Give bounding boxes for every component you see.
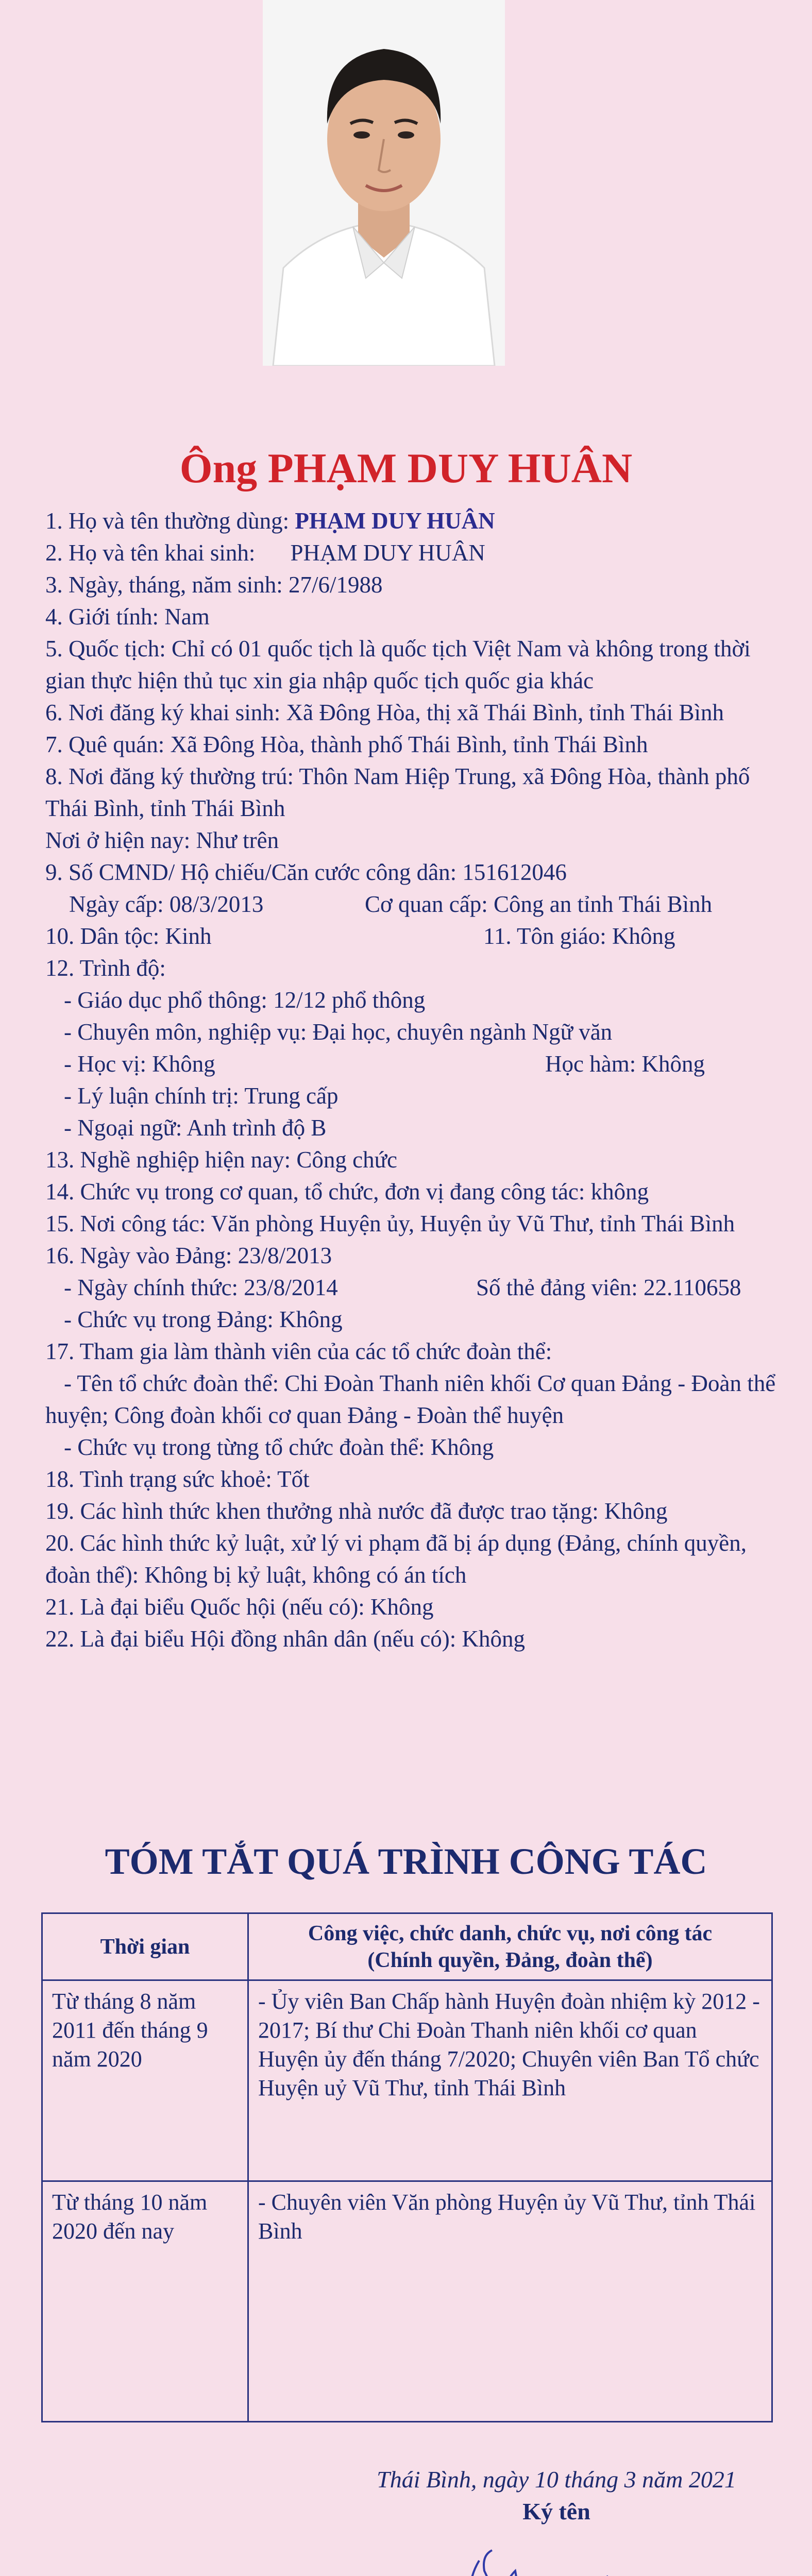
table-row: [42, 2181, 772, 2422]
info-line-17a: - Tên tổ chức đoàn thể: Chi Đoàn Thanh niên khối Cơ quan Đảng - Đoàn thể huyện; Công đoàn khối cơ quan Đảng - Đoàn thể huyện: [45, 1370, 776, 1428]
row-1-work: - Ủy viên Ban Chấp hành Huyện đoàn nhiệm kỳ 2012 - 2017; Bí thư Chi Đoàn Thanh niên khối cơ quan Huyện ủy đến tháng 7/2020; Chuyên viên Ban Tổ chức Huyện uỷ Vũ Thư, tỉnh Thái Bình: [248, 1980, 772, 2181]
info-line-14: 14. Chức vụ trong cơ quan, tổ chức, đơn vị đang công tác: không: [45, 1179, 649, 1205]
info-line-18: 18. Tình trạng sức khoẻ: Tốt: [45, 1466, 310, 1492]
portrait-photo: [263, 0, 505, 366]
info-line-16: 16. Ngày vào Đảng: 23/8/2013: [45, 1243, 332, 1268]
info-line-6: 6. Nơi đăng ký khai sinh: Xã Đông Hòa, thị xã Thái Bình, tỉnh Thái Bình: [45, 700, 724, 725]
info-line-8b: Nơi ở hiện nay: Như trên: [45, 827, 279, 853]
info-line-12c: - Học vị: Không Học hàm: Không: [64, 1051, 705, 1077]
info-line-5: 5. Quốc tịch: Chỉ có 01 quốc tịch là quốc tịch Việt Nam và không trong thời gian thực hiện thủ tục xin gia nhập quốc tịch quốc gia khác: [45, 636, 751, 693]
row-2-time: Từ tháng 10 năm 2020 đến nay: [42, 2181, 248, 2422]
table-row: [42, 1980, 772, 2181]
info-line-2: 2. Họ và tên khai sinh: PHẠM DUY HUÂN: [45, 540, 485, 566]
info-line-12a: - Giáo dục phổ thông: 12/12 phổ thông: [64, 987, 426, 1013]
info-line-10: 10. Dân tộc: Kinh 11. Tôn giáo: Không: [45, 923, 675, 949]
table-header-row: [42, 1913, 772, 1980]
info-line-12e: - Ngoại ngữ: Anh trình độ B: [64, 1115, 327, 1141]
info-line-19: 19. Các hình thức khen thưởng nhà nước đã được trao tặng: Không: [45, 1498, 668, 1524]
common-name: PHẠM DUY HUÂN: [295, 508, 495, 534]
info-line-1: 1. Họ và tên thường dùng: PHẠM DUY HUÂN: [45, 508, 495, 534]
info-line-12d: - Lý luận chính trị: Trung cấp: [64, 1083, 339, 1109]
info-line-9a: Ngày cấp: 08/3/2013 Cơ quan cấp: Công an tỉnh Thái Bình: [69, 891, 713, 917]
personal-info: [45, 505, 777, 1655]
signature-label: Ký tên: [522, 2498, 590, 2524]
col-work-header: Công việc, chức danh, chức vụ, nơi công tác (Chính quyền, Đảng, đoàn thể): [248, 1913, 772, 1980]
info-line-9: 9. Số CMND/ Hộ chiếu/Căn cước công dân: 151612046: [45, 859, 567, 885]
info-line-17: 17. Tham gia làm thành viên của các tổ chức đoàn thể:: [45, 1338, 552, 1364]
info-line-21: 21. Là đại biểu Quốc hội (nếu có): Không: [45, 1594, 434, 1620]
info-line-12b: - Chuyên môn, nghiệp vụ: Đại học, chuyên ngành Ngữ văn: [64, 1019, 613, 1045]
info-line-22: 22. Là đại biểu Hội đồng nhân dân (nếu có): Không: [45, 1626, 526, 1652]
place-date: Thái Bình, ngày 10 tháng 3 năm 2021: [377, 2466, 736, 2493]
row-2-work: - Chuyên viên Văn phòng Huyện ủy Vũ Thư, tỉnh Thái Bình: [248, 2181, 772, 2422]
info-line-17b: - Chức vụ trong từng tổ chức đoàn thể: Không: [64, 1434, 494, 1460]
info-line-20: 20. Các hình thức kỷ luật, xử lý vi phạm đã bị áp dụng (Đảng, chính quyền, đoàn thể): Không bị kỷ luật, không có án tích: [45, 1530, 747, 1588]
row-1-time: Từ tháng 8 năm 2011 đến tháng 9 năm 2020: [42, 1980, 248, 2181]
info-line-12: 12. Trình độ:: [45, 955, 166, 981]
info-line-8: 8. Nơi đăng ký thường trú: Thôn Nam Hiệp Trung, xã Đông Hòa, thành phố Thái Bình, tỉnh Thái Bình: [45, 764, 750, 821]
work-history-title: TÓM TẮT QUÁ TRÌNH CÔNG TÁC: [105, 1841, 707, 1882]
col-time-header: Thời gian: [42, 1913, 248, 1980]
handwritten-signature: [443, 2540, 618, 2576]
info-line-13: 13. Nghề nghiệp hiện nay: Công chức: [45, 1147, 397, 1173]
info-line-7: 7. Quê quán: Xã Đông Hòa, thành phố Thái Bình, tỉnh Thái Bình: [45, 732, 648, 757]
info-line-16b: - Chức vụ trong Đảng: Không: [64, 1307, 343, 1332]
info-line-3: 3. Ngày, tháng, năm sinh: 27/6/1988: [45, 572, 383, 598]
work-history-table: [41, 1912, 773, 2422]
info-line-15: 15. Nơi công tác: Văn phòng Huyện ủy, Huyện ủy Vũ Thư, tỉnh Thái Bình: [45, 1211, 735, 1236]
candidate-title: Ông PHẠM DUY HUÂN: [179, 445, 633, 492]
info-line-4: 4. Giới tính: Nam: [45, 604, 210, 630]
info-line-16a: - Ngày chính thức: 23/8/2014 Số thẻ đảng viên: 22.110658: [64, 1275, 741, 1300]
